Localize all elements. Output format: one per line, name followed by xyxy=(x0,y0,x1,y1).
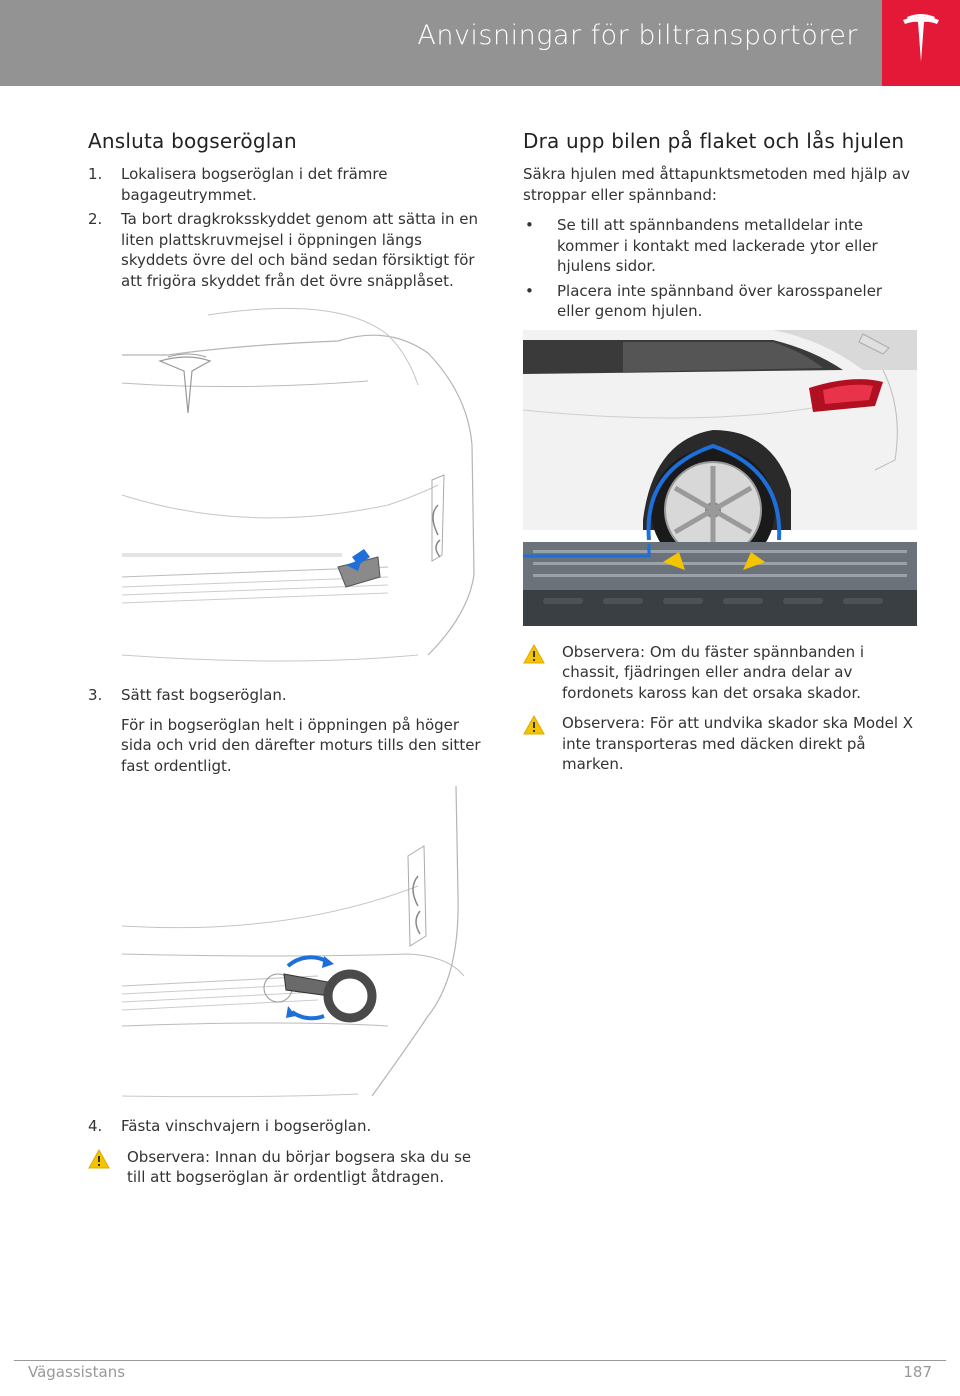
warning-note: Observera: För att undvika skador ska Model X inte transporteras med däcken direkt på marken. xyxy=(523,713,918,775)
bumper-cover-illustration xyxy=(88,295,483,675)
page-header xyxy=(0,0,960,86)
step-detail: För in bogseröglan helt i öppningen på höger sida och vrid den därefter moturs tills den sitter fast ordentligt. xyxy=(121,715,481,775)
warning-triangle-icon xyxy=(523,715,545,735)
page-number: 187 xyxy=(903,1363,932,1381)
warning-note: Observera: Innan du börjar bogsera ska du se till att bogseröglan är ordentligt åtdragen. xyxy=(88,1147,483,1188)
warning-triangle-icon xyxy=(523,644,545,664)
step-item: 1. Lokalisera bogseröglan i det främre bagageutrymmet. xyxy=(88,165,388,204)
page-title: Anvisningar för biltransportörer xyxy=(417,20,858,51)
right-column xyxy=(523,128,918,775)
intro-text: Säkra hjulen med åttapunktsmetoden med hjälp av stroppar eller spännband: xyxy=(523,165,911,204)
wheel-strap-illustration xyxy=(523,330,917,626)
step-item: 3. Sätt fast bogseröglan. xyxy=(88,686,287,704)
section-heading-tow-eye: Ansluta bogseröglan xyxy=(88,129,297,153)
list-item: • Placera inte spännband över karosspaneler eller genom hjulen. xyxy=(525,281,883,320)
step-item: 4. Fästa vinschvajern i bogseröglan. xyxy=(88,1117,372,1135)
section-heading-flatbed: Dra upp bilen på flaket och lås hjulen xyxy=(523,129,905,153)
warning-note: Observera: Om du fäster spännbanden i chassit, fjädringen eller andra delar av fordonets kaross kan det orsaka skador. xyxy=(523,642,918,704)
list-item: • Se till att spännbandens metalldelar inte kommer i kontakt med lackerade ytor eller hjulens sidor. xyxy=(525,216,878,275)
footer-divider xyxy=(14,1360,946,1361)
brand-logo xyxy=(882,0,960,86)
warning-triangle-icon xyxy=(88,1149,110,1169)
step-item: 2. Ta bort dragkroksskyddet genom att sätta in en liten plattskruvmejsel i öppningen längs skyddets övre del och bänd sedan försiktigt för att frigöra skyddet från det övre snäpplåset. xyxy=(88,210,478,290)
tow-eye-install-illustration xyxy=(88,776,483,1106)
left-column xyxy=(88,128,483,1188)
tesla-logo-icon xyxy=(901,14,941,66)
footer-section: Vägassistans xyxy=(28,1363,126,1381)
